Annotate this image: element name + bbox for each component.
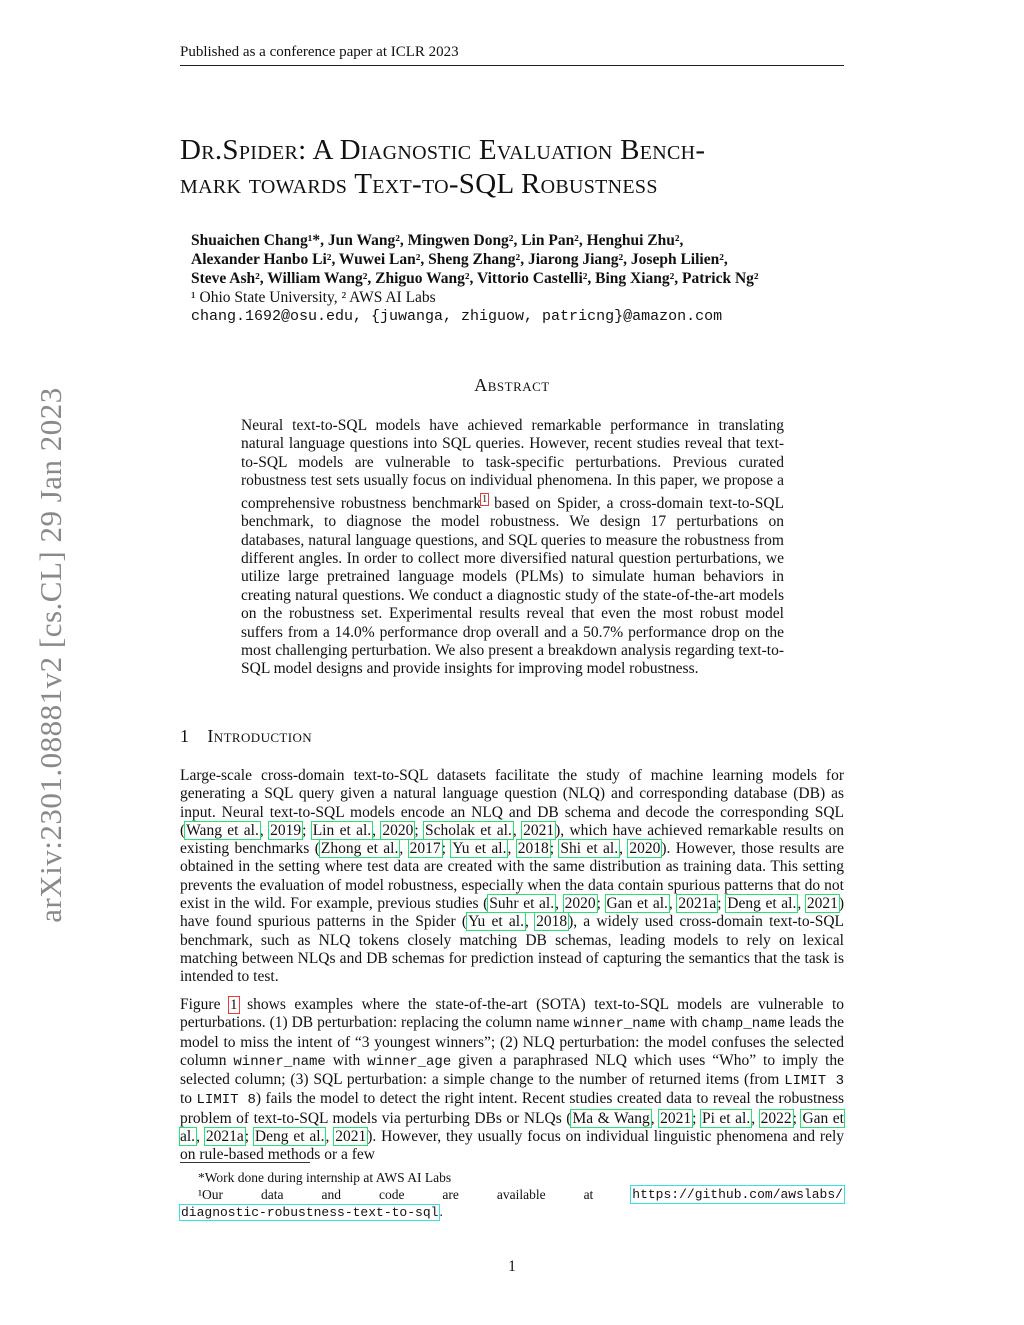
footnote-2-word: available [496, 1187, 546, 1202]
intro-paragraph-2: Figure 1 shows examples where the state-of-the-art (SOTA) text-to-SQL models are vulnerable to perturbations. (1) DB perturbation: replacing the column name winner_name with champ_name leads the model to miss the intent of “3 youngest winners”; (2) NLQ perturbation: the model confuses the selected column winner_name with winner_age given a paraphrased NLQ which uses “Who” to imply the selected column; (3) SQL perturbation: a simple change to the number of returned items (from LIMIT 3 to LIMIT 8) fails the model to detect the right intent. Recent studies created data to reveal the robustness problem of text-to-SQL models via perturbing DBs or NLQs (Ma & Wang, 2021; Pi et al., 2022; Gan et al., 2021a; Deng et al., 2021). However, they usually focus on individual linguistic phenomena and rely on rule-based methods or a few [180, 996, 845, 1164]
arxiv-sidebar [30, 365, 72, 945]
citation-link[interactable]: Scholak et al. [425, 821, 512, 839]
text-run: ), which have achieved remarkable results on existing benchmarks ( [180, 821, 845, 858]
citation-link[interactable]: Deng et al. [254, 1128, 325, 1146]
text-run: with [665, 1014, 702, 1032]
footnote-2-word: code [378, 1187, 405, 1202]
text-run: ). However, those results are obtained in the setting where test data are created with the same distribution as training data. This setting prevents the evaluation of model robustness, especially when the data contain spurious patterns that do not exist in the wild. For example, previous studies ( [180, 840, 845, 913]
text-run: ) have found spurious patterns in the Spider ( [180, 895, 845, 931]
citation-link[interactable]: 2018 [536, 913, 568, 931]
author-block [191, 231, 841, 326]
footnote-ref-1[interactable]: 1 [482, 493, 488, 505]
citation-link[interactable]: 2020 [382, 821, 414, 839]
page-number: 1 [508, 1258, 516, 1275]
footnote-1: *Work done during internship at AWS AI Labs [198, 1170, 452, 1185]
author-line-3: Steve Ash², William Wang², Zhiguo Wang², Vittorio Castelli², Bing Xiang², Patrick Ng² [191, 270, 759, 287]
text-run: given a paraphrased NLQ which uses “Who” to imply the selected column; (3) SQL perturbation: a simple change to the number of returned items (from [180, 1051, 845, 1089]
citation-link[interactable]: Yu et al. [452, 840, 507, 858]
code-column-name: winner_name [233, 1053, 326, 1070]
title-line-2: mark towards Text-to-SQL Robustness [180, 168, 658, 200]
section-number: 1 [180, 726, 190, 746]
citation-link[interactable]: 2021 [806, 895, 838, 913]
abstract-text [241, 417, 784, 679]
footnote-rule [180, 1162, 310, 1163]
text-run: ). However, they usually focus on individual linguistic phenomena and rely on rule-based methods or a few [180, 1128, 845, 1164]
citation-link[interactable]: 2021 [660, 1109, 692, 1127]
intro-paragraph-1: Large-scale cross-domain text-to-SQL datasets facilitate the study of machine learning models for generating a SQL query given a natural language question (NLQ) and corresponding database (DB) as input. Neural text-to-SQL models encode an NLQ and DB schema and decode the corresponding SQL (Wang et al., 2019; Lin et al., 2020; Scholak et al., 2021), which have achieved remarkable results on existing benchmarks (Zhong et al., 2017; Yu et al., 2018; Shi et al., 2020). However, those results are obtained in the setting where test data are created with the same distribution as training data. This setting prevents the evaluation of model robustness, especially when the data contain spurious patterns that do not exist in the wild. For example, previous studies (Suhr et al., 2020; Gan et al., 2021a; Deng et al., 2021) have found spurious patterns in the Spider (Yu et al., 2018), a widely used cross-domain text-to-SQL benchmark, such as NLQ tokens closely matching DB schemas, leading models to rely on lexical matching between NLQs and DB schemas for prediction instead of capturing the semantics that the task is intended to test. [180, 767, 845, 986]
code-column-name: winner_name [573, 1016, 666, 1033]
repository-link[interactable]: https://github.com/awslabs/ [632, 1187, 843, 1202]
footnote-2-word: at [583, 1187, 594, 1202]
citation-link[interactable]: Yu et al. [468, 913, 524, 931]
text-run: ), a widely used cross-domain text-to-SQL benchmark, such as NLQ tokens closely matching DB schemas, leading models to rely on lexical matching between NLQs and DB schemas for prediction instead of capturing the semantics that the task is intended to test. [180, 913, 845, 986]
citation-link[interactable]: Lin et al. [312, 821, 372, 839]
citation-link[interactable]: 2021a [678, 895, 717, 913]
section-heading-introduction [180, 726, 312, 747]
footnote-2-end: . [439, 1204, 443, 1219]
footnotes [180, 1162, 844, 1221]
code-column-name: winner_age [367, 1053, 452, 1070]
text-run: leads the model to miss the intent of “3 youngest winners”; (2) NLQ perturbation: the model confuses the selected column [180, 1014, 844, 1069]
citation-link[interactable]: Ma & Wang [572, 1109, 650, 1127]
paper-title [180, 133, 844, 201]
text-run: shows examples where the state-of-the-art (SOTA) text-to-SQL models are vulnerable to perturbations. (1) DB perturbation: replacing the column name [180, 996, 845, 1032]
footnote-2 [180, 1186, 844, 1203]
code-sql-limit: LIMIT 8 [196, 1092, 256, 1109]
abstract-text-b: based on Spider, a cross-domain text-to-SQL benchmark, to diagnose the model robustness. We design 17 perturbations on databases, natural language questions, and SQL queries to measure the robustness from different angles. In order to collect more diversified natural question perturbations, we utilize large pretrained language models (PLMs) to simulate human behaviors in creating natural questions. We conduct a diagnostic study of the state-of-the-art models on the robustness set. Experimental results reveal that even the most robust model suffers from a 14.0% performance drop overall and a 50.7% performance drop on the most challenging perturbation. We also present a breakdown analysis regarding text-to-SQL model designs and provide insights for improving model robustness. [241, 494, 784, 678]
text-run: Large-scale cross-domain text-to-SQL datasets facilitate the study of machine learning models for generating a SQL query given a natural language question (NLQ) and corresponding database (DB) as input. Neural text-to-SQL models encode an NLQ and DB schema and decode the corresponding SQL ( [180, 767, 844, 839]
figure-ref-link[interactable]: 1 [230, 997, 238, 1013]
code-column-name: champ_name [701, 1016, 786, 1033]
author-line-2: Alexander Hanbo Li², Wuwei Lan², Sheng Zhang², Jiarong Jiang², Joseph Lilien², [191, 251, 728, 268]
citation-link[interactable]: Pi et al. [701, 1109, 751, 1127]
citation-link[interactable]: 2018 [517, 840, 549, 858]
text-run: ) fails the model to detect the right intent. Recent studies created data to reveal the robustness problem of text-to-SQL models via perturbing DBs or NLQs ( [180, 1090, 845, 1127]
footnote-2-word: are [442, 1187, 459, 1202]
text-run: Figure [180, 996, 230, 1013]
citation-link[interactable]: 2021a [205, 1128, 244, 1146]
citation-link[interactable]: Gan et al. [606, 895, 668, 913]
author-emails: chang.1692@osu.edu, {juwanga, zhiguow, patricng}@amazon.com [191, 308, 723, 325]
running-header: Published as a conference paper at ICLR 2023 [180, 44, 844, 66]
footnote-2-continued [180, 1203, 844, 1221]
citation-link[interactable]: Zhong et al. [320, 840, 399, 858]
text-run: with [325, 1051, 368, 1069]
section-title: Introduction [207, 726, 313, 746]
code-sql-limit: LIMIT 3 [784, 1073, 844, 1090]
repository-link-continued[interactable]: diagnostic-robustness-text-to-sql [181, 1205, 439, 1220]
arxiv-identifier: arXiv:2301.08881v2 [cs.CL] 29 Jan 2023 [33, 387, 68, 923]
abstract-text-a: Neural text-to-SQL models have achieved remarkable performance in translating natural language questions into SQL queries. However, recent studies reveal that text-to-SQL models are vulnerable to task-specific perturbations. Previous curated robustness test sets usually focus on individual phenomena. In this paper, we propose a comprehensive robustness benchmark [241, 417, 784, 512]
citation-link[interactable]: Deng et al. [727, 895, 797, 913]
citation-link[interactable]: Shi et al. [560, 840, 619, 858]
citation-link[interactable]: Suhr et al. [489, 895, 555, 913]
author-line-1: Shuaichen Chang¹*, Jun Wang², Mingwen Dong², Lin Pan², Henghui Zhu², [191, 232, 684, 249]
text-run: to [180, 1090, 197, 1108]
footnote-2-word: and [321, 1187, 341, 1202]
footnote-2-label: ¹Our [198, 1187, 224, 1202]
citation-link[interactable]: 2020 [564, 895, 596, 913]
footnote-2-word: data [261, 1187, 284, 1202]
citation-link[interactable]: 2022 [760, 1109, 792, 1127]
citation-link[interactable]: 2021 [523, 821, 555, 839]
citation-link[interactable]: 2020 [629, 840, 661, 858]
citation-link[interactable]: Gan et al. [180, 1109, 844, 1146]
citation-link[interactable]: 2021 [335, 1128, 367, 1146]
citation-link[interactable]: 2019 [270, 821, 302, 839]
citation-link[interactable]: 2017 [409, 840, 441, 858]
abstract-heading: Abstract [474, 375, 550, 395]
affiliations: ¹ Ohio State University, ² AWS AI Labs [191, 289, 436, 306]
citation-link[interactable]: Wang et al. [186, 821, 259, 839]
title-line-1: Dr.Spider: A Diagnostic Evaluation Bench- [180, 134, 706, 166]
